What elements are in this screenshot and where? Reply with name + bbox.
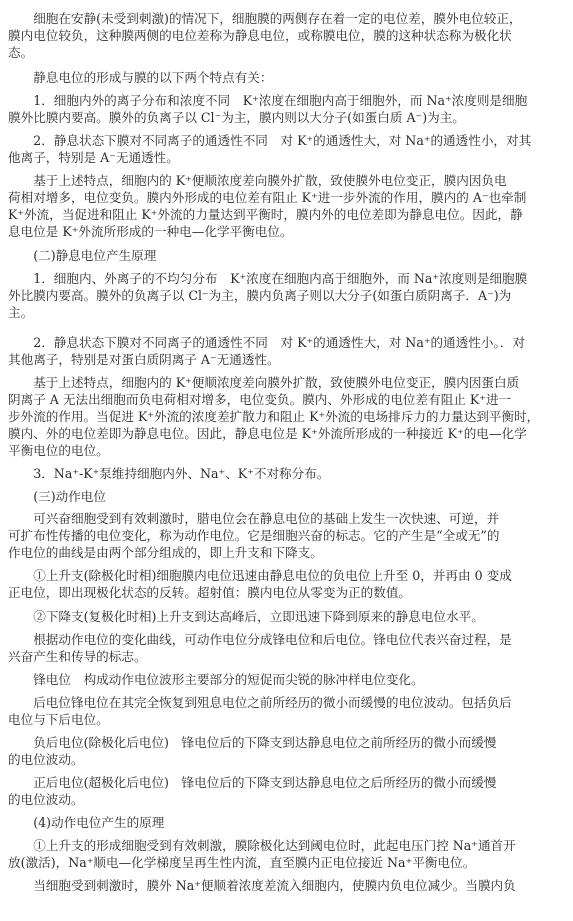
text-line: 1．细胞内、外离子的不均匀分布 K⁺浓度在细胞内高于细胞外，而 Na⁺浓度则是细胞膜 [8,271,528,286]
text-line: 负后电位(除极化后电位) 锋电位后的下降支到达静息电位之前所经历的微小而缓慢 [8,735,497,750]
text-line: 主。 [8,305,34,320]
text-line: 其他离子，特别是对蛋白质阴离子 A⁻无通透性。 [8,352,280,367]
text-line: 兴奋产生和传导的标志。 [8,649,147,664]
text-line: 的电位波动。 [8,752,84,767]
text-line: 2．静息状态下膜对不同离子的通透性不同 对 K⁺的通透性大，对 Na⁺的通透性小，对其 [8,133,532,148]
text-line: 正后电位(超极化后电位) 锋电位后的下降支到达静息电位之后所经历的微小而缓慢 [8,775,497,790]
text-line: 1．细胞内外的离子分布和浓度不同 K⁺浓度在细胞内高于细胞外，而 Na⁺浓度则是细胞 [8,93,528,108]
text-line: 阴离子 A 无法出细胞而负电荷相对增多，电位变负。膜内、外形成的电位差有阻止 K⁺进一 [8,392,512,407]
text-line: 膜外比膜内要高。膜外的负离子以 Cl⁻为主，膜内则以大分子(如蛋白质 A⁻)为主。 [8,110,465,125]
text-line: (三)动作电位 [8,489,106,504]
text-line: 他离子，特别是 A⁻无通透性。 [8,150,179,165]
text-line: ②下降支(复极化时相)上升支到达高峰后，立即迅速下降到原来的静息电位水平。 [8,609,484,624]
text-line: 正电位，即出现极化状态的反转。超射值：膜内电位从零变为正的数值。 [8,585,411,600]
text-line: 根据动作电位的变化曲线，可动作电位分成锋电位和后电位。锋电位代表兴奋过程，是 [8,632,512,647]
text-line: (二)静息电位产生原理 [8,248,157,263]
text-line: 当细胞受到刺激时，膜外 Na⁺便顺着浓度差流入细胞内，使膜内负电位减少。当膜内负 [8,878,516,893]
text-line: 膜内电位较负，这种膜两侧的电位差称为静息电位，或称膜电位，膜的这种状态称为极化状 [8,28,512,43]
text-line: 息电位是 K⁺外流所形成的一种电—化学平衡电位。 [8,224,293,239]
text-line: 细胞在安静(未受到刺激)的情况下，细胞膜的两侧存在着一定的电位差，膜外电位较正， [8,11,522,26]
text-line: K⁺外流，当促进和阻止 K⁺外流的力量达到平衡时，膜内外的电位差即为静息电位。因此，静 [8,207,523,222]
text-line: 作电位的曲线是由两个部分组成的，即上升支和下降支。 [8,545,323,560]
text-line: 荷相对增多，电位变负。膜内外形成的电位差有阻止 K⁺进一步外流的作用，膜内的 A⁻也牵制 [8,190,527,205]
text-line: 3．Na⁺-K⁺泵维持细胞内外、Na⁺、K⁺不对称分布。 [8,466,330,481]
text-line: 基于上述特点，细胞内的 K⁺便顺浓度差向膜外扩散，致使膜外电位变正，膜内因蛋白质 [8,375,520,390]
text-line: 的电位波动。 [8,792,84,807]
text-line: (4)动作电位产生的原理 [8,815,165,830]
text-line: 电位与下后电位。 [8,712,109,727]
text-line: ①上升支(除极化时相)细胞膜内电位迅速由静息电位的负电位上升至 0，并再由 0 变成 [8,568,512,583]
text-line: 态。 [8,45,34,60]
text-line: 2．静息状态下膜对不同离子的通透性不同 对 K⁺的通透性大，对 Na⁺的通透性小。．对 [8,335,525,350]
text-line: 放(激活)，Na⁺顺电—化学梯度呈再生性内流，直至膜内正电位接近 Na⁺平衡电位。 [8,855,476,870]
text-line: 步外流的作用。当促进 K⁺外流的浓度差扩散力和阻止 K⁺外流的电场排斥力的力量达到平衡时， [8,409,540,424]
text-line: 静息电位的形成与膜的以下两个特点有关： [8,70,273,85]
text-line: 膜内、外的电位差即为静息电位。因此，静息电位是 K⁺外流所形成的一种接近 K⁺的电—化学 [8,426,527,441]
text-line: 可兴奋细胞受到有效刺激时，腊电位会在静息电位的基础上发生一次快速、可逆，并 [8,511,500,526]
text-line: 基于上述特点，细胞内的 K⁺便顺浓度差向膜外扩散，致使膜外电位变正，膜内因负电 [8,173,507,188]
text-line: 平衡电位的电位。 [8,443,109,458]
text-line: 可扩布性传播的电位变化，称为动作电位。它是细胞兴奋的标志。它的产生是“全或无”的 [8,528,500,543]
text-line: 锋电位 构成动作电位波形主要部分的短促而尖锐的脉冲样电位变化。 [8,672,424,687]
text-line: 外比膜内要高。膜外的负离子以 Cl⁻为主，膜内负离子则以大分子(如蛋白质阴离子．A⁻)为 [8,288,512,303]
text-line: ①上升支的形成细胞受到有效刺激，膜除极化达到阈电位时，此起电压门控 Na⁺通首开 [8,838,516,853]
text-line: 后电位锋电位在其完全恢复到殂息电位之前所经历的微小而缓慢的电位波动。包括负后 [8,695,512,710]
